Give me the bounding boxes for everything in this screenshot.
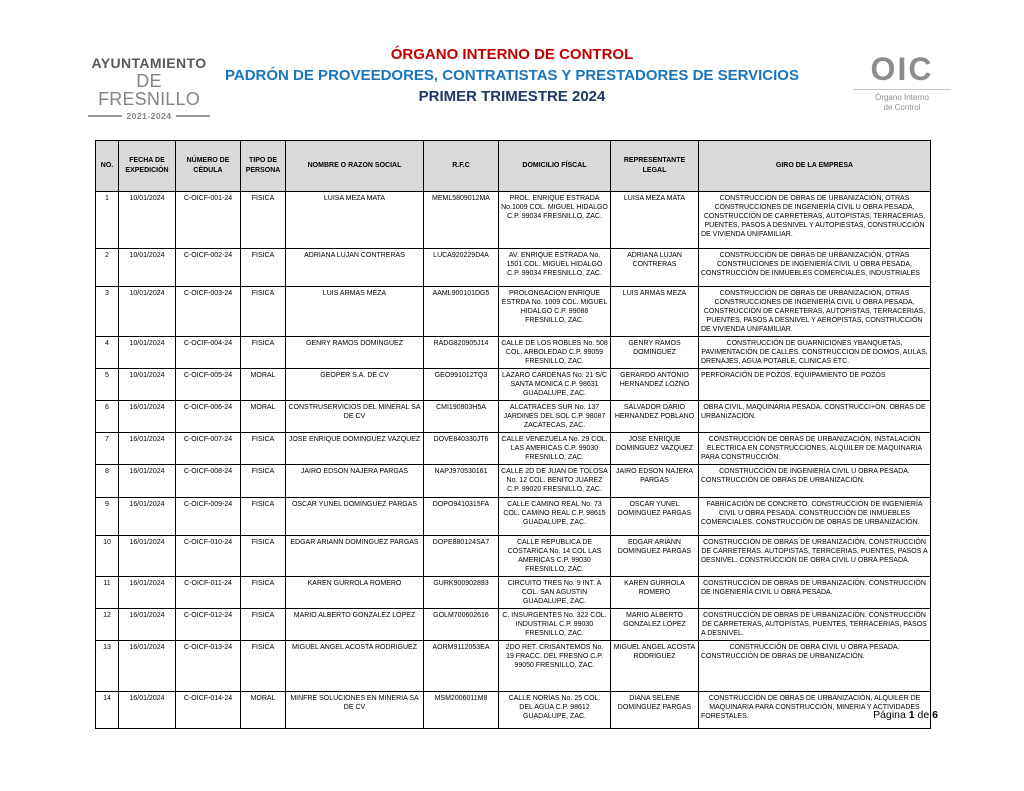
cell-rfc: AORM9112053EA: [424, 641, 499, 692]
cell-no: 7: [96, 433, 119, 465]
logo-fresnillo-text: DE FRESNILLO: [98, 71, 200, 109]
cell-representante: LUIS ARMAS MEZA: [611, 287, 699, 337]
cell-no: 8: [96, 465, 119, 498]
table-row: [96, 369, 931, 401]
cell-fecha: 16/01/2024: [119, 465, 176, 498]
cell-nombre: MINFRE SOLUCIONES EN MINERIA SA DE CV: [286, 692, 424, 729]
cell-giro: CONSTRUCCIÓN DE INGENIERÍA CIVIL U OBRA PESADA. CONSTRUCCIÓN DE OBRAS DE URBANIZACIÓN.: [699, 465, 931, 498]
cell-rfc: DOPE880124SA7: [424, 536, 499, 577]
cell-tipo: FISICA: [241, 641, 286, 692]
cell-no: 2: [96, 249, 119, 287]
title-primer-trimestre: PRIMER TRIMESTRE 2024: [418, 88, 606, 105]
table-row: [96, 465, 931, 498]
cell-rfc: DOPO9410315FA: [424, 498, 499, 536]
cell-nombre: GEOPER S.A. DE CV: [286, 369, 424, 401]
cell-fecha: 10/01/2024: [119, 337, 176, 369]
logo-years: [88, 112, 210, 121]
cell-nombre: MARIO ALBERTO GONZALEZ LOPEZ: [286, 609, 424, 641]
cell-fecha: 16/01/2024: [119, 536, 176, 577]
cell-rfc: RADG820905J14: [424, 337, 499, 369]
cell-cedula: C-OICF-007-24: [176, 433, 241, 465]
oic-logo-divider: [853, 89, 951, 90]
cell-tipo: FISICA: [241, 536, 286, 577]
cell-rfc: NAPJ970530161: [424, 465, 499, 498]
cell-cedula: C-OICF-010-24: [176, 536, 241, 577]
cell-domicilio: C. INSURGENTES No. 322 COL. INDUSTRIAL C.P. 99030 FRESNILLO, ZAC.: [499, 609, 611, 641]
cell-no: 9: [96, 498, 119, 536]
cell-no: 6: [96, 401, 119, 433]
table-row: [96, 498, 931, 536]
cell-domicilio: AV. ENRIQUE ESTRADA No. 1501 COL. MIGUEL HIDALGO C.P. 99034 FRESNILLO, ZAC.: [499, 249, 611, 287]
logo-year-divider-right: [176, 115, 210, 117]
cell-tipo: FISICA: [241, 433, 286, 465]
cell-domicilio: ALCATRACES SUR No. 137 JARDINES DEL SOL C.P. 98087 ZACATECAS, ZAC.: [499, 401, 611, 433]
oic-caption-line2: de Control: [883, 103, 921, 112]
logo-years-text: 2021-2024: [126, 111, 172, 121]
cell-giro: CONSTRUCCIÓN DE OBRAS DE URBANIZACIÓN, ALQUILER DE MAQUINARIA PARA CONSTRUCCIÓN, MINERIA Y ACTIVIDADES FORESTALES.: [699, 692, 931, 729]
cell-nombre: LUIS ARMAS MEZA: [286, 287, 424, 337]
cell-nombre: JOSE ENRIQUE DOMINGUEZ VAZQUEZ: [286, 433, 424, 465]
cell-cedula: C-OICF-011-24: [176, 577, 241, 609]
table-row: [96, 192, 931, 249]
table-row: [96, 337, 931, 369]
cell-fecha: 16/01/2024: [119, 641, 176, 692]
column-header-domicilio: DOMICILIO FÍSCAL: [499, 141, 611, 192]
table-row: [96, 692, 931, 729]
cell-tipo: MORAL: [241, 692, 286, 729]
cell-nombre: GENRY RAMOS DOMINGUEZ: [286, 337, 424, 369]
cell-domicilio: CALLE REPUBLICA DE COSTARICA No. 14 COL LAS AMERICAS C.P. 99030 FRESNILLO, ZAC.: [499, 536, 611, 577]
cell-representante: EDGAR ARIANN DOMINGUEZ PARGAS: [611, 536, 699, 577]
cell-nombre: KAREN GURROLA ROMERO: [286, 577, 424, 609]
cell-rfc: GURK900902893: [424, 577, 499, 609]
logo-year-divider-left: [88, 115, 122, 117]
cell-cedula: C-OICF-014-24: [176, 692, 241, 729]
page-number: 1: [908, 709, 915, 721]
cell-tipo: FISICA: [241, 498, 286, 536]
cell-domicilio: CALLE CAMINO REAL No. 73 COL. CAMINO REAL C.P. 98615 GUADALUPE, ZAC.: [499, 498, 611, 536]
cell-fecha: 16/01/2024: [119, 401, 176, 433]
cell-tipo: FISICA: [241, 577, 286, 609]
cell-representante: JOSE ENRIQUE DOMINGUEZ VAZQUEZ: [611, 433, 699, 465]
cell-rfc: CMI190903H5A: [424, 401, 499, 433]
cell-rfc: MSM2006011M8: [424, 692, 499, 729]
cell-rfc: MEML5809012MA: [424, 192, 499, 249]
cell-fecha: 16/01/2024: [119, 433, 176, 465]
column-header-cedula: NÚMERO DE CÉDULA: [176, 141, 241, 192]
column-header-fecha: FECHA DE EXPEDICIÓN: [119, 141, 176, 192]
cell-representante: GENRY RAMOS DOMINGUEZ: [611, 337, 699, 369]
cell-cedula: C-OICF-013-24: [176, 641, 241, 692]
cell-fecha: 10/01/2024: [119, 369, 176, 401]
column-header-no: NO.: [96, 141, 119, 192]
cell-nombre: OSCAR YUNEL DOMINGUEZ PARGAS: [286, 498, 424, 536]
cell-cedula: C-OICF-008-24: [176, 465, 241, 498]
cell-cedula: C-OCIF-004-24: [176, 337, 241, 369]
page-total: 6: [932, 709, 938, 721]
cell-tipo: FISICA: [241, 249, 286, 287]
cell-tipo: FISICA: [241, 337, 286, 369]
table-row: [96, 536, 931, 577]
cell-cedula: C-OICF-006-24: [176, 401, 241, 433]
table-row: [96, 609, 931, 641]
cell-giro: CONSTRUCCIÓN DE OBRAS DE URBANIZACIÓN, OTRAS CONSTRUCCIONES DE INGENIERÍA CIVIL U OBRA PESADA, CONSTRUCCIÓN DE CARRETERAS, AUTOPISTAS, TERRACERIAS, PUENTES, PASOS A DESNIVEL Y AEROPISTAS, CONSTRUCCIÓN DE VIVIENDA UNIFAMILIAR.: [699, 287, 931, 337]
oic-caption-line1: Órgano Interno: [875, 93, 929, 102]
cell-no: 14: [96, 692, 119, 729]
cell-fecha: 16/01/2024: [119, 692, 176, 729]
table-header-row: [96, 141, 931, 192]
cell-rfc: GEO991012TQ3: [424, 369, 499, 401]
cell-fecha: 10/01/2024: [119, 287, 176, 337]
cell-domicilio: 2DO RET. CRISANTEMOS No. 19 FRACC. DEL FRESNO C.P. 99050 FRESNILLO, ZAC.: [499, 641, 611, 692]
table-body: [96, 192, 931, 729]
oic-logo: [843, 52, 961, 113]
cell-no: 12: [96, 609, 119, 641]
proveedores-table: [95, 140, 931, 729]
cell-cedula: C-OICF-005-24: [176, 369, 241, 401]
table-row: [96, 401, 931, 433]
cell-cedula: C-OICF-001-24: [176, 192, 241, 249]
title-organo-interno: ÓRGANO INTERNO DE CONTROL: [390, 46, 634, 63]
cell-representante: SALVADOR DARIO HERNANDEZ POBLANO: [611, 401, 699, 433]
cell-giro: CONSTRUCCIÓN DE OBRAS DE URBANIZACIÓN, INSTALACIÓN ELECTRICA EN CONSTRUCCIONES, ALQUILER DE MAQUINARIA PARA CONSTRUCCIÓN.: [699, 433, 931, 465]
cell-giro: CONSTRUCCIÓN DE GUARNICIONES YBANQUETAS, PAVIMENTACIÓN DE CALLES. CONSTRUCCION DE DOMOS, AULAS, DRENAJES, AGUA POTABLE, CLINICAS ETC.: [699, 337, 931, 369]
cell-no: 10: [96, 536, 119, 577]
cell-no: 13: [96, 641, 119, 692]
title-padron-proveedores: PADRÓN DE PROVEEDORES, CONTRATISTAS Y PRESTADORES DE SERVICIOS: [225, 67, 799, 84]
cell-nombre: JAIRO EDSON NAJERA PARGAS: [286, 465, 424, 498]
table-row: [96, 287, 931, 337]
cell-tipo: MORAL: [241, 369, 286, 401]
cell-nombre: MIGUEL ANGEL ACOSTA RODRIGUEZ: [286, 641, 424, 692]
cell-cedula: C-OICF-009-24: [176, 498, 241, 536]
cell-representante: MARIO ALBERTO GONZALEZ LOPEZ: [611, 609, 699, 641]
table-row: [96, 577, 931, 609]
cell-giro: CONSTRUCCION DE OBRAS DE URBANIZACIÓN, OTRAS CONSTRUCCIONES DE INGENIERÍA CIVIL U OBRA PESADA, CONSTRUCCIÓN DE CARRETERAS, AUTOPISTAS, TERRACERIAS, PUENTES, PASOS A DESNIVEL Y AUTOPIESTAS, CONSTRUCCIÓN DE VIVIENDA UNIFAMILIAR.: [699, 192, 931, 249]
cell-representante: JAIRO EDSON NAJERA PARGAS: [611, 465, 699, 498]
cell-domicilio: PROL. ENRIQUE ESTRADA No.1009 COL. MIGUEL HIDALGO C.P. 99034 FRESNILLO, ZAC.: [499, 192, 611, 249]
cell-rfc: DOVE840330JT6: [424, 433, 499, 465]
table-row: [96, 641, 931, 692]
cell-representante: MIGUEL ANGEL ACOSTA RODRIGUEZ: [611, 641, 699, 692]
cell-rfc: GOLM700602616: [424, 609, 499, 641]
column-header-representante: REPRESENTANTE LEGAL: [611, 141, 699, 192]
cell-giro: CONSTRUCCIÓN DE OBRAS DE URBANIZACIÓN. CONSTRUCCIÓN DE CARRETERAS, AUTOPISTAS, PUENTES, TERRACERIAS, PASOS A DESNIVEL.: [699, 609, 931, 641]
cell-no: 4: [96, 337, 119, 369]
column-header-rfc: R.F.C: [424, 141, 499, 192]
cell-fecha: 16/01/2024: [119, 498, 176, 536]
cell-nombre: CONSTRUSERVICIOS DEL MINERAL SA DE CV: [286, 401, 424, 433]
column-header-giro: GIRO DE LA EMPRESA: [699, 141, 931, 192]
cell-nombre: EDGAR ARIANN DOMINGUEZ PARGAS: [286, 536, 424, 577]
page-of-label: de: [917, 709, 930, 721]
cell-nombre: LUISA MEZA MATA: [286, 192, 424, 249]
oic-acronym-text: OIC: [870, 51, 934, 87]
cell-giro: CONSTRUCCIÓN DE OBRAS DE URBANIZACIÓN. CONSTRUCCIÓN DE CARRETERAS. AUTOPISTAS, TERRCERIAS, PUENTES, PASOS A DESNIVEL. CONSTRUCCIÓN DE OBRA CIVIL U OBRA PESADA.: [699, 536, 931, 577]
table-row: [96, 433, 931, 465]
page-label: Página: [873, 709, 906, 721]
cell-representante: KAREN GURROLA ROMERO: [611, 577, 699, 609]
cell-no: 5: [96, 369, 119, 401]
cell-representante: GERARDO ANTONIO HERNANDEZ LOZNO: [611, 369, 699, 401]
cell-rfc: LUCA920229D4A: [424, 249, 499, 287]
cell-giro: CONSTRUCCIÓN DE OBRA CIVIL U OBRA PESADA. CONSTRUCCIÓN DE OBRAS DE URBANIZACIÓN.: [699, 641, 931, 692]
cell-domicilio: PROLONGACION ENRIQUE ESTRDA No. 1009 COL. MIGUEL HIDALGO C.P. 99088 FRESNILLO, ZAC.: [499, 287, 611, 337]
cell-domicilio: CALLE 2D DE JUAN DE TOLOSA No. 12 COL. BENITO JUAREZ C.P. 99020 FRESNILLO, ZAC.: [499, 465, 611, 498]
cell-tipo: FISICA: [241, 192, 286, 249]
cell-cedula: C-OICF-003-24: [176, 287, 241, 337]
logo-ayuntamiento-text: AYUNTAMIENTO: [91, 55, 207, 71]
cell-giro: CONSTRUCCIÓN DE OBRAS DE URBANIZACIÓN. CONSTRUCCIÓN DE INGENIERÍA CIVIL U OBRA PESADA.: [699, 577, 931, 609]
cell-fecha: 16/01/2024: [119, 609, 176, 641]
cell-tipo: MORAL: [241, 401, 286, 433]
cell-no: 1: [96, 192, 119, 249]
cell-giro: PERFORACIÓN DE POZOS. EQUIPAMIENTO DE POZOS: [699, 369, 931, 401]
cell-nombre: ADRIANA LUJAN CONTRERAS: [286, 249, 424, 287]
column-header-tipo: TIPO DE PERSONA: [241, 141, 286, 192]
cell-rfc: AAML900101DG5: [424, 287, 499, 337]
cell-representante: ADRIANA LUJAN CONTRERAS: [611, 249, 699, 287]
column-header-nombre: NOMBRE O RAZON SOCIAL: [286, 141, 424, 192]
table-row: [96, 249, 931, 287]
cell-tipo: FISICA: [241, 287, 286, 337]
cell-domicilio: LAZARO CARDENAS No. 21 S/C SANTA MONICA C.P. 98631 GUADALUPE, ZAC.: [499, 369, 611, 401]
cell-representante: DIANA SELENE DOMINGUEZ PARGAS: [611, 692, 699, 729]
cell-domicilio: CALLE VENEZUELA No. 29 COL. LAS AMERICAS C.P. 99030 FRESNILLO, ZAC.: [499, 433, 611, 465]
cell-no: 11: [96, 577, 119, 609]
cell-representante: OSCAR YUNEL DOMINGUEZ PARGAS: [611, 498, 699, 536]
cell-no: 3: [96, 287, 119, 337]
cell-fecha: 10/01/2024: [119, 192, 176, 249]
cell-tipo: FISICA: [241, 465, 286, 498]
cell-cedula: C-OICF-012-24: [176, 609, 241, 641]
cell-domicilio: CALLE DE LOS ROBLES No. 508 COL. ARBOLEDAD C.P. 99059 FRESNILLO, ZAC.: [499, 337, 611, 369]
cell-domicilio: CIRCUITO TRES No. 9 INT. A COL. SAN AGUSTIN GUADALUPE, ZAC.: [499, 577, 611, 609]
cell-giro: CONSTRUCCION DE OBRAS DE URBANIZACIÓN, OTRAS CONSTRUCIONES DE INGENIERÍA CIVIL U OBRA PESADA, CONSTRUCCIÓN DE INMUEBLES COMERCIALES, INDUSTRIALES: [699, 249, 931, 287]
cell-domicilio: CALLE NORIAS No. 25 COL. DEL AGUA C.P. 98612 GUADALUPE, ZAC.: [499, 692, 611, 729]
cell-cedula: C-OICF-002-24: [176, 249, 241, 287]
cell-tipo: FISICA: [241, 609, 286, 641]
cell-fecha: 16/01/2024: [119, 577, 176, 609]
cell-giro: FABRICACIÓN DE CONCRETO. CONSTRUCCIÓN DE INGENIERÍA CIVIL U OBRA PESADA. CONSTRUCCIÓN DE INMUEBLES COMERCIALES. CONSTRUCCIÓN DE OBRAS DE URBANIZACIÓN.: [699, 498, 931, 536]
page-indicator: [873, 709, 938, 721]
cell-fecha: 10/01/2024: [119, 249, 176, 287]
cell-giro: OBRA CIVIL, MAQUINARIA PESADA. CONSTRUCCI+ÓN. OBRAS DE URBANIZACIÓN.: [699, 401, 931, 433]
cell-representante: LUISA MEZA MATA: [611, 192, 699, 249]
